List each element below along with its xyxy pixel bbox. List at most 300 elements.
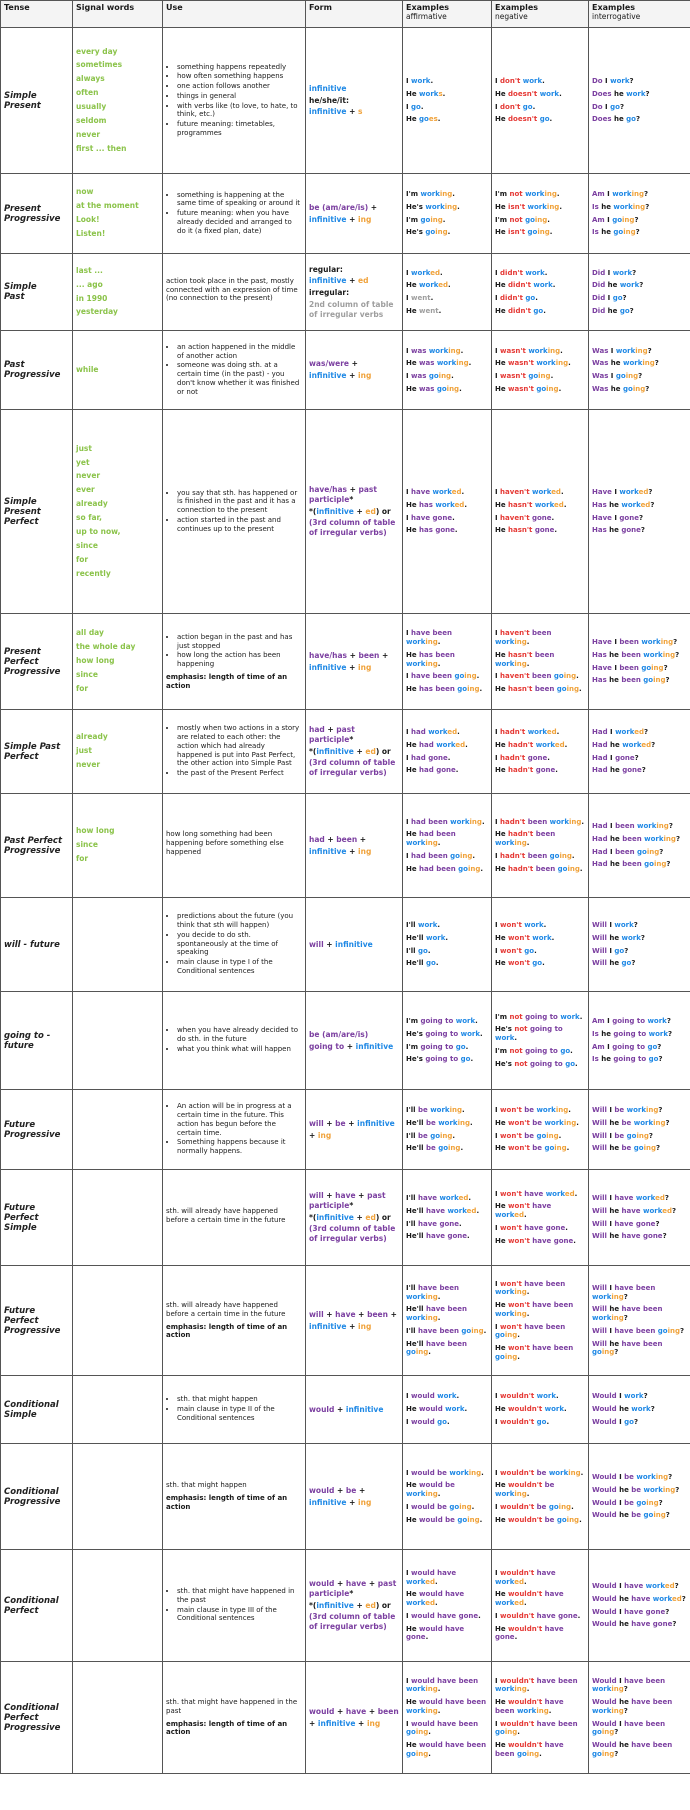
example-segment: ed [430, 268, 441, 277]
use-text: sth. that might happen [166, 1481, 247, 1490]
example-segment: He [495, 1741, 509, 1749]
example-segment: go [612, 215, 623, 224]
example-segment: would be [419, 1515, 455, 1524]
example-segment: he [606, 1339, 622, 1348]
example-segment: ? [650, 1405, 655, 1414]
interrogative-example [592, 934, 687, 943]
example-segment: wasn't [508, 359, 534, 368]
header-interrogative [589, 1, 690, 28]
example-segment: . [549, 228, 553, 237]
negative-example [495, 1590, 585, 1608]
example-segment: gone [432, 513, 453, 522]
example-segment: I [495, 1468, 501, 1477]
example-segment: have been [411, 672, 452, 681]
form-segment: ) or [375, 506, 391, 516]
affirmative-example [406, 372, 488, 381]
interrogative-example [592, 835, 687, 844]
example-segment: go [495, 1728, 505, 1737]
negative-example [495, 766, 585, 775]
example-segment: He'll [406, 1206, 426, 1215]
tense-name-line: Present [4, 506, 41, 517]
example-segment: es [428, 115, 438, 124]
example-segment: ? [657, 1042, 662, 1051]
affirmative-examples-cell [403, 28, 492, 174]
form-cell [306, 331, 403, 410]
example-segment: gone [635, 1219, 656, 1228]
example-segment: ing [444, 202, 458, 211]
negative-example [495, 228, 585, 237]
example-segment: . [442, 215, 446, 224]
example-segment: wouldn't [508, 1741, 543, 1749]
use-list [166, 191, 302, 236]
example-segment: go [450, 851, 460, 860]
example-segment: I'm [495, 190, 510, 198]
example-segment: doesn't [508, 115, 538, 124]
example-segment: go [457, 1515, 468, 1524]
form-segment: + [346, 276, 359, 286]
negative-example [495, 501, 585, 510]
example-segment: I [606, 946, 615, 955]
example-segment: He [406, 1741, 420, 1749]
example-segment: been [534, 685, 555, 693]
form-line [309, 1119, 399, 1129]
example-segment: go [614, 946, 625, 955]
example-segment: go [612, 294, 623, 302]
example-segment: Have [592, 638, 612, 646]
negative-examples-cell [492, 174, 589, 254]
negative-examples-cell [492, 1266, 589, 1376]
example-segment: would be [411, 1468, 447, 1477]
use-item: • main clause in type II of the Conditional sentences [177, 1405, 302, 1423]
example-segment: ing [439, 190, 453, 198]
example-segment: . [478, 1611, 481, 1620]
negative-example [495, 1503, 585, 1512]
example-segment: Would [592, 1607, 617, 1616]
negative-example [495, 865, 585, 874]
example-segment: . [476, 1206, 480, 1215]
example-segment: be [524, 1106, 534, 1114]
example-segment: work [622, 359, 643, 368]
tense-row [1, 898, 690, 992]
example-segment: . [437, 839, 441, 848]
example-segment: ? [635, 115, 641, 124]
example-segment: won't [508, 1118, 530, 1127]
example-segment: He [406, 281, 420, 290]
use-cell [163, 1444, 306, 1550]
negative-example [495, 514, 585, 523]
example-segment: go [495, 1352, 505, 1361]
example-segment: have been [614, 1326, 656, 1335]
use-item: • things in general [177, 92, 302, 101]
example-segment: have [417, 1219, 438, 1228]
example-segment: he [611, 115, 627, 124]
example-segment: ? [666, 860, 671, 869]
example-segment: have been [624, 1676, 666, 1685]
example-segment: ? [662, 1232, 667, 1241]
example-segment: Would [592, 1485, 617, 1494]
example-segment: I [495, 1568, 501, 1577]
affirmative-example [406, 1194, 488, 1203]
example-segment: Would [592, 1473, 617, 1481]
example-segment: ? [643, 1392, 648, 1401]
form-segment: ) or [375, 746, 391, 756]
example-segment: he [606, 933, 622, 942]
example-segment: I [605, 294, 613, 302]
use-cell [163, 710, 306, 794]
affirmative-examples-cell [403, 710, 492, 794]
example-segment: . [454, 526, 458, 535]
example-segment: work [560, 1012, 580, 1021]
form-cell [306, 1444, 403, 1550]
form-line [309, 107, 399, 117]
negative-example [495, 115, 585, 124]
example-segment: had [419, 766, 434, 775]
example-segment: ing [546, 202, 560, 211]
form-segment: + [353, 506, 366, 516]
tense-name-cell [1, 794, 73, 898]
negative-example [495, 1569, 585, 1587]
negative-example [495, 1144, 585, 1153]
example-segment: I [604, 1017, 613, 1025]
example-segment: ? [658, 1106, 663, 1114]
example-segment: ing [467, 864, 481, 873]
negative-example [495, 1677, 585, 1695]
form-segment: + [323, 1118, 336, 1128]
signal-words-cell [73, 1266, 163, 1376]
example-segment: . [430, 294, 434, 302]
example-segment: Have [592, 488, 612, 496]
example-segment: I [602, 102, 611, 111]
example-segment: gone [495, 1633, 515, 1642]
form-cell [306, 410, 403, 614]
example-segment: I [495, 946, 501, 955]
use-item: • you decide to do sth. spontaneously at the time of speaking [177, 931, 302, 957]
form-line [309, 1322, 399, 1332]
example-segment: He [495, 1624, 509, 1633]
example-segment: . [563, 500, 567, 509]
use-cell [163, 794, 306, 898]
example-segment: ? [666, 1017, 671, 1025]
example-segment: I [606, 1106, 615, 1114]
form-segment: infinitive [309, 107, 347, 117]
example-segment: ? [655, 1219, 660, 1228]
example-segment: I [604, 190, 613, 198]
use-item: • sth. that might happen [177, 1395, 302, 1404]
example-segment: . [552, 281, 556, 290]
example-segment: ing [514, 1309, 527, 1318]
example-segment: . [514, 1633, 518, 1642]
example-segment: . [544, 268, 548, 277]
interrogative-example [592, 1055, 687, 1064]
negative-example [495, 347, 585, 356]
tense-name-line: will - future [4, 939, 60, 950]
tense-name-line: Conditional [4, 1595, 59, 1606]
example-segment: ? [654, 359, 659, 368]
tense-row [1, 1662, 690, 1774]
header-tense: Tense [1, 1, 73, 28]
example-segment: Had [592, 822, 608, 830]
example-segment: go [619, 306, 630, 315]
signal-word: ... ago [76, 279, 103, 289]
example-segment: work [428, 728, 448, 736]
example-segment: Will [592, 921, 607, 929]
example-segment: ing [656, 822, 669, 830]
example-segment: ? [648, 1131, 653, 1140]
affirmative-example [406, 1418, 488, 1427]
example-segment: I [606, 1131, 615, 1140]
form-segment: ing [358, 846, 372, 856]
affirmative-example [406, 1055, 488, 1064]
use-item: • sth. that might have happened in the past [177, 1587, 302, 1605]
example-segment: He [495, 228, 509, 237]
example-segment: Will [592, 1232, 607, 1241]
negative-examples-cell [492, 710, 589, 794]
interrogative-example [592, 1232, 687, 1241]
example-segment: go [539, 115, 550, 124]
interrogative-example [592, 1017, 687, 1026]
example-segment: I [406, 488, 412, 496]
interrogative-example [592, 1720, 687, 1738]
example-segment: . [427, 946, 431, 955]
use-cell [163, 1266, 306, 1376]
form-segment: + [346, 485, 359, 495]
example-segment: not [514, 1059, 528, 1068]
example-segment: I [608, 346, 616, 355]
example-segment: He [406, 1405, 420, 1414]
example-segment: I [406, 753, 412, 762]
example-segment: he [605, 306, 620, 315]
example-segment: ing [601, 1348, 615, 1357]
example-segment: Do [592, 77, 603, 85]
example-segment: ing [653, 676, 666, 685]
example-segment: work [406, 659, 426, 668]
example-segment: gone [527, 753, 548, 762]
example-segment: be [544, 1481, 555, 1490]
signal-word: last ... [76, 265, 103, 275]
example-segment: ing [546, 1131, 559, 1140]
example-segment: have [544, 1590, 564, 1599]
affirmative-example [406, 651, 488, 669]
example-segment: wouldn't [500, 1417, 535, 1426]
example-segment: ing [468, 1468, 482, 1477]
use-emphasis: emphasis: length of time of an action [166, 672, 288, 690]
example-segment: . [437, 659, 441, 668]
example-segment: ? [681, 1594, 686, 1603]
negative-example [495, 385, 585, 394]
affirmative-examples-cell [403, 1550, 492, 1662]
example-segment: go [449, 1502, 460, 1511]
form-line [309, 847, 399, 857]
use-item: • An action will be in progress at a certain time in the future. This action has begun before the certain time. [177, 1102, 302, 1137]
tense-row [1, 28, 690, 174]
signal-word: just [76, 443, 92, 453]
negative-example [495, 852, 585, 861]
example-segment: work [417, 921, 438, 929]
example-segment: have [524, 1223, 544, 1232]
interrogative-examples-cell [589, 898, 690, 992]
example-segment: I [616, 1473, 625, 1481]
example-segment: ? [641, 766, 646, 775]
example-segment: ed [664, 1582, 675, 1590]
interrogative-examples-cell [589, 28, 690, 174]
example-segment: Has [592, 500, 607, 509]
tense-name-line: Present [4, 203, 41, 214]
example-segment: He'll [406, 1339, 426, 1348]
example-segment: He [406, 740, 420, 749]
example-segment: Will [592, 1131, 607, 1140]
form-segment: ing [366, 1718, 381, 1728]
use-list [166, 1102, 302, 1156]
form-segment: + [323, 939, 336, 949]
example-segment: . [459, 384, 462, 393]
example-segment: work [432, 488, 452, 496]
example-segment: have been [536, 1719, 578, 1728]
example-segment: go [633, 1144, 644, 1153]
example-segment: ? [638, 372, 643, 380]
form-segment: + [346, 371, 359, 380]
form-line [309, 518, 399, 538]
affirmative-examples-cell [403, 614, 492, 710]
form-segment: + [355, 1309, 368, 1319]
form-line [309, 1224, 399, 1244]
example-segment: ? [658, 1498, 663, 1507]
example-segment: work [644, 834, 664, 843]
example-segment: go [533, 306, 544, 315]
example-segment: Did [592, 294, 606, 302]
example-segment: ing [448, 346, 461, 355]
example-segment: He's [495, 1025, 515, 1034]
affirmative-example [406, 1043, 488, 1052]
negative-examples-cell [492, 1376, 589, 1444]
example-segment: ed [564, 1189, 575, 1198]
interrogative-example [592, 115, 687, 124]
example-segment: . [543, 306, 546, 315]
example-segment: He [406, 1624, 420, 1633]
example-segment: going to [529, 1025, 563, 1034]
example-segment: Would [592, 1392, 617, 1401]
example-segment: going to [613, 1055, 647, 1064]
form-line [309, 1310, 399, 1320]
example-segment: gone [645, 1607, 666, 1616]
form-cell [306, 992, 403, 1090]
example-segment: . [420, 102, 424, 111]
use-cell [163, 1090, 306, 1170]
example-segment: ing [636, 1131, 649, 1140]
example-segment: work [495, 1599, 515, 1608]
form-cell [306, 1376, 403, 1444]
negative-examples-cell [492, 410, 589, 614]
example-segment: won't [508, 1344, 530, 1352]
example-segment: wouldn't [500, 1392, 535, 1401]
example-segment: I [495, 1719, 501, 1728]
example-segment: be [426, 1118, 436, 1127]
example-segment: would have been [419, 1741, 487, 1749]
example-segment: . [445, 933, 449, 942]
form-line [309, 1191, 399, 1211]
example-segment: . [481, 1468, 484, 1477]
example-segment: . [548, 1706, 552, 1715]
negative-example [495, 190, 585, 199]
example-segment: He [495, 1301, 509, 1309]
example-segment: I [495, 77, 501, 85]
form-segment: infinitive [345, 1404, 384, 1414]
example-segment: ? [665, 1607, 670, 1616]
affirmative-examples-cell [403, 898, 492, 992]
form-line [309, 1719, 399, 1729]
example-segment: work [592, 1706, 612, 1715]
interrogative-examples-cell [589, 710, 690, 794]
negative-example [495, 830, 585, 848]
example-segment: He [406, 830, 420, 839]
affirmative-example [406, 1119, 488, 1128]
example-segment: be [524, 1131, 534, 1140]
example-segment: . [465, 740, 468, 749]
example-segment: He [495, 1344, 509, 1352]
example-segment: won't [500, 921, 522, 929]
example-segment: gone [545, 1223, 566, 1232]
use-list [166, 1395, 302, 1422]
affirmative-example [406, 672, 488, 681]
tense-name-cell [1, 1266, 73, 1376]
example-segment: he [606, 650, 622, 659]
example-segment: go [643, 1511, 654, 1520]
example-segment: ing [459, 851, 473, 860]
example-segment: work [449, 1468, 469, 1477]
form-segment: ) or [375, 1212, 391, 1222]
tense-name-line: Future [4, 1305, 36, 1316]
example-segment: ing [425, 1490, 438, 1499]
form-line [309, 371, 399, 381]
example-segment: won't [500, 1279, 522, 1288]
affirmative-example [406, 959, 488, 968]
example-segment: work [406, 1599, 426, 1608]
form-cell [306, 1550, 403, 1662]
example-segment: I [495, 753, 501, 762]
affirmative-examples-cell [403, 992, 492, 1090]
negative-example [495, 1280, 585, 1298]
example-segment: haven't [500, 672, 530, 681]
example-segment: Did [592, 281, 606, 290]
example-segment: ing [611, 1292, 624, 1301]
signal-word: the whole day [76, 642, 136, 652]
example-segment: gone [621, 526, 641, 535]
example-segment: I [406, 1611, 412, 1620]
form-segment: have/has [309, 485, 347, 495]
example-segment: been [535, 830, 556, 839]
example-segment: . [571, 851, 575, 860]
example-segment: He [495, 830, 509, 839]
example-segment: I [495, 1611, 501, 1620]
example-segment: ing [642, 359, 655, 368]
example-segment: ing [514, 638, 527, 646]
example-segment: . [464, 500, 467, 509]
example-segment: he [608, 384, 623, 393]
example-segment: work [525, 268, 545, 277]
negative-example [495, 77, 585, 86]
interrogative-example [592, 1418, 687, 1427]
example-segment: I [406, 728, 412, 736]
example-segment: Will [592, 1144, 607, 1153]
tense-name-line: Simple [4, 90, 37, 101]
affirmative-example [406, 766, 488, 775]
example-segment: has [419, 526, 433, 535]
example-segment: He [406, 1590, 420, 1599]
example-segment: be [631, 1511, 642, 1520]
form-segment: + [353, 1212, 366, 1222]
example-segment: been [527, 851, 548, 860]
form-segment: would [309, 1485, 335, 1495]
interrogative-example [592, 203, 687, 212]
